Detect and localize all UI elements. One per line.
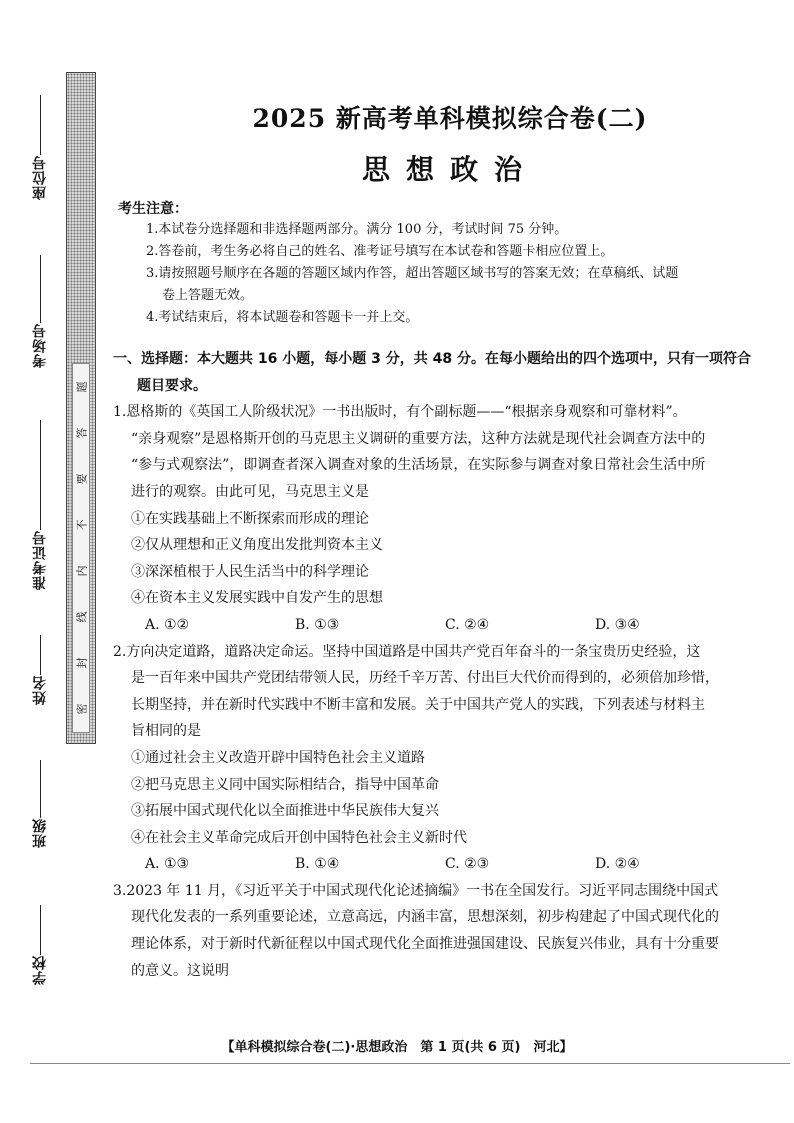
section-heading: [113, 346, 775, 399]
notice-item-cont: 卷上答题无效。: [162, 288, 254, 303]
question-2: [113, 639, 775, 878]
seat-field: [14, 95, 66, 200]
binding-margin: [14, 95, 66, 995]
room-field: [14, 255, 66, 368]
seal-strip: [66, 72, 96, 744]
seal-char: 内: [75, 565, 88, 577]
statement: ④在社会主义革命完成后开创中国特色社会主义新时代: [131, 829, 467, 846]
choice-d: D. ②④: [595, 856, 640, 873]
question-line: “参与式观察法”，即调查者深入调查对象的生活场景，在实际参与调查对象日常社会生活中所: [131, 457, 706, 474]
question-line: 现代化发表的一系列重要论述，立意高远，内涵丰富，思想深刻，初步构建起了中国式现代化的: [131, 909, 719, 926]
notice-item: 1.本试卷分选择题和非选择题两部分。满分 100 分，考试时间 75 分钟。: [146, 222, 568, 237]
exam-title: 2025 新高考单科模拟综合卷(二): [252, 104, 648, 133]
choice-d: D. ③④: [595, 616, 640, 633]
statement: ④在资本主义发展实践中自发产生的思想: [131, 590, 383, 607]
notice-item: 2.答卷前，考生务必将自己的姓名、准考证号填写在本试卷和答题卡相应位置上。: [146, 244, 614, 259]
statement: ①在实践基础上不断探索而形成的理论: [131, 510, 369, 527]
seal-char: 封: [75, 657, 88, 669]
seal-text-box: [72, 363, 90, 733]
name-label: 姓名: [32, 675, 48, 705]
statement: ①通过社会主义改造开辟中国特色社会主义道路: [131, 749, 425, 766]
notice-list: [146, 219, 786, 329]
questions: [113, 346, 775, 984]
question-line: 2.方向决定道路，道路决定命运。坚持中国道路是中国共产党百年奋斗的一条宝贵历史经验，这: [113, 643, 701, 660]
ticket-label: 准考证号: [32, 530, 48, 590]
choice-c: C. ②③: [445, 856, 490, 873]
seal-char: 答: [75, 427, 88, 439]
statement: ②把马克思主义同中国实际相结合，指导中国革命: [131, 776, 439, 793]
question-line: 进行的观察。由此可见，马克思主义是: [131, 483, 369, 500]
statement: ③拓展中国式现代化以全面推进中华民族伟大复兴: [131, 803, 439, 820]
notice-heading: 考生注意：: [118, 201, 188, 217]
school-field: [14, 905, 66, 985]
ticket-field: [14, 420, 66, 590]
statement: ③深深植根于人民生活当中的科学理论: [131, 563, 369, 580]
school-label: 学校: [32, 955, 48, 985]
question-1: [113, 399, 775, 638]
statement: ②仅从理想和正义角度出发批判资本主义: [131, 537, 383, 554]
answer-choices: [113, 851, 775, 878]
subject-title: 思想政治: [361, 153, 538, 186]
seal-char: 不: [75, 519, 88, 531]
choice-b: B. ①④: [295, 856, 340, 873]
seal-char: 要: [75, 473, 88, 485]
class-label: 班级: [32, 818, 48, 848]
notice-item: 3.请按照题号顺序在各题的答题区域内作答，超出答题区域书写的答案无效；在草稿纸、试题: [146, 266, 679, 281]
page-footer: 【单科模拟综合卷(二)·思想政治 第 1 页(共 6 页) 河北】: [221, 1040, 573, 1055]
question-line: 1.恩格斯的《英国工人阶级状况》一书出版时，有个副标题——“根据亲身观察和可靠材料”。: [113, 404, 687, 421]
question-line: 是一百年来中国共产党团结带领人民，历经千辛万苦、付出巨大代价而得到的，必须倍加珍惜，: [131, 670, 719, 687]
choice-a: A. ①②: [145, 616, 190, 633]
bottom-rule: [30, 1063, 790, 1064]
choice-c: C. ②④: [445, 616, 490, 633]
seat-label: 座位号: [32, 155, 48, 200]
class-field: [14, 760, 66, 848]
question-3: [113, 878, 775, 984]
choice-a: A. ①③: [145, 856, 190, 873]
question-line: 旨相同的是: [131, 723, 201, 740]
section-line: 一、选择题：本大题共 16 小题，每小题 3 分，共 48 分。在每小题给出的四个选项中，只有一项符合: [113, 351, 751, 367]
notice-item: 4.考试结束后，将本试题卷和答题卡一并上交。: [146, 310, 419, 325]
question-line: 长期坚持，并在新时代实践中不断丰富和发展。关于中国共产党人的实践，下列表述与材料主: [131, 696, 705, 713]
room-label: 考场号: [32, 323, 48, 368]
question-line: “亲身观察”是恩格斯开创的马克思主义调研的重要方法，这种方法就是现代社会调查方法中的: [131, 430, 706, 447]
seal-char: 线: [75, 611, 88, 623]
seal-char: 密: [75, 703, 88, 715]
question-line: 的意义。这说明: [131, 962, 229, 979]
name-field: [14, 635, 66, 705]
answer-choices: [113, 612, 775, 639]
question-line: 理论体系，对于新时代新征程以中国式现代化全面推进强国建设、民族复兴伟业，具有十分重要: [131, 936, 719, 953]
choice-b: B. ①③: [295, 616, 340, 633]
question-line: 3.2023 年 11 月，《习近平关于中国式现代化论述摘编》一书在全国发行。习近平同志围绕中国式: [113, 882, 719, 899]
section-line: 题目要求。: [137, 377, 207, 394]
seal-char: 题: [75, 381, 88, 393]
